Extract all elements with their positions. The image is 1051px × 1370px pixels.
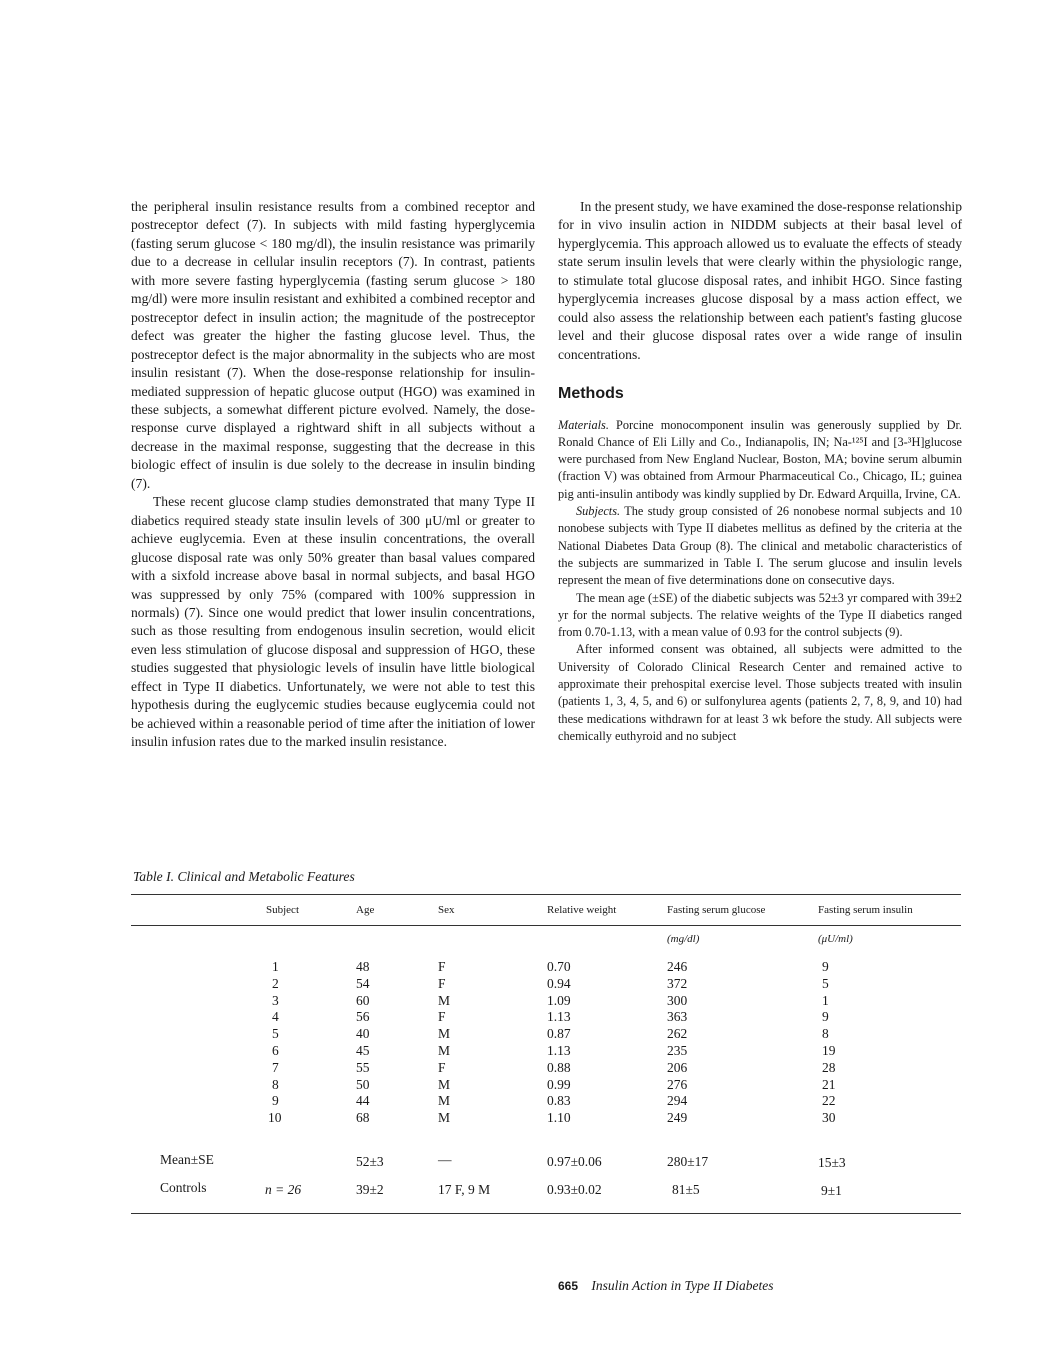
controls-label: Controls [160,1180,207,1195]
cell-sex: M [438,1110,451,1125]
cell-subject: 1 [272,959,279,974]
controls-sex: 17 F, 9 M [438,1182,491,1197]
cell-relative-weight: 1.13 [547,1009,571,1024]
cell-age: 68 [356,1110,370,1125]
controls-weight: 0.93±0.02 [547,1182,602,1197]
header-relative-weight: Relative weight [547,904,617,916]
cell-fasting-insulin: 19 [822,1043,836,1058]
cell-age: 54 [356,976,370,991]
cell-relative-weight: 1.09 [547,993,571,1008]
subjects-text: The study group consisted of 26 nonobese normal subjects and 10 nonobese subjects with Type II diabetes mellitus as defined by the criteria at the National Diabetes Data Group (8). The clinical and metabolic characteristics of the subjects are summarized in Table I. The serum glucose and insulin levels represent the mean of five determinations done on consecutive days. [558,504,962,588]
table-bottom-rule [131,1213,961,1214]
consent-paragraph: After informed consent was obtained, all subjects were admitted to the University of Colorado Clinical Research Center and remained active to approximate their prehospital exercise level. Those subjects treated with insulin (patients 1, 3, 4, 5, and 6) or sulfonylurea agents (patients 2, 7, 8, 9, and 10) had these medications withdrawn for at least 3 wk before the study. All subjects were chemically euthyroid and no subject [558,642,962,743]
cell-sex: M [438,1093,451,1108]
controls-glucose: 81±5 [672,1182,700,1197]
controls-insulin: 9±1 [821,1183,842,1198]
cell-fasting-insulin: 9 [822,1009,829,1024]
cell-subject: 10 [268,1110,282,1125]
cell-fasting-glucose: 372 [667,976,688,991]
cell-subject: 2 [272,976,279,991]
header-subject: Subject [266,904,299,916]
cell-age: 40 [356,1026,370,1041]
running-title: Insulin Action in Type II Diabetes [591,1278,774,1293]
subjects-label: Subjects. [576,504,621,519]
section-heading-methods: Methods [558,385,624,403]
cell-subject: 5 [272,1026,279,1041]
unit-glucose: (mg/dl) [667,933,700,945]
cell-fasting-glucose: 363 [667,1009,688,1024]
page-footer [558,1278,774,1294]
table-top-rule [131,894,961,895]
cell-fasting-insulin: 21 [822,1077,836,1092]
cell-fasting-insulin: 22 [822,1093,836,1108]
cell-relative-weight: 0.87 [547,1026,571,1041]
cell-fasting-insulin: 28 [822,1060,836,1075]
mean-label: Mean±SE [160,1152,214,1167]
controls-age: 39±2 [356,1182,384,1197]
cell-subject: 8 [272,1077,279,1092]
mean-sex: — [438,1152,452,1167]
cell-relative-weight: 1.10 [547,1110,571,1125]
cell-fasting-insulin: 9 [822,959,829,974]
cell-fasting-glucose: 276 [667,1077,688,1092]
header-age: Age [356,904,375,916]
cell-age: 60 [356,993,370,1008]
cell-subject: 9 [272,1093,279,1108]
cell-fasting-glucose: 249 [667,1110,688,1125]
cell-sex: F [438,1060,446,1075]
page-number: 665 [558,1279,579,1293]
cell-fasting-glucose: 300 [667,993,688,1008]
subjects-paragraph [558,503,962,589]
age-paragraph: The mean age (±SE) of the diabetic subjects was 52±3 yr compared with 39±2 yr for the normal subjects. The relative weights of the Type II diabetics ranged from 0.70-1.13, with a mean value of 0.93 for the control subjects (9). [558,590,962,640]
cell-sex: M [438,993,451,1008]
intro-paragraph: In the present study, we have examined the dose-response relationship for in vivo insulin action in NIDDM subjects at their basal level of hyperglycemia. This approach allowed us to evaluate the effects of steady state serum insulin levels that were clearly within the physiologic range, to stimulate total glucose disposal rates, and inhibit HGO. Since fasting hyperglycemia increases glucose disposal by a mass action effect, we could also assess the relationship between each patient's fasting glucose level and their glucose disposal rates over a wide range of insulin concentrations. [558,199,962,362]
table-caption: Table I. Clinical and Metabolic Features [133,869,355,884]
cell-age: 44 [356,1093,370,1108]
controls-n: n = 26 [265,1182,302,1197]
cell-age: 48 [356,959,370,974]
cell-relative-weight: 0.70 [547,959,571,974]
cell-fasting-insulin: 8 [822,1026,829,1041]
cell-subject: 7 [272,1060,279,1075]
methods-text [558,417,962,746]
cell-sex: F [438,976,446,991]
cell-relative-weight: 0.83 [547,1093,571,1108]
header-fasting-insulin: Fasting serum insulin [818,904,913,916]
left-column [131,198,535,752]
right-column [558,198,962,745]
mean-glucose: 280±17 [667,1154,709,1169]
cell-fasting-glucose: 294 [667,1093,688,1108]
cell-sex: M [438,1026,451,1041]
cell-age: 55 [356,1060,370,1075]
cell-fasting-insulin: 30 [822,1110,836,1125]
cell-age: 45 [356,1043,370,1058]
cell-fasting-insulin: 5 [822,976,829,991]
unit-insulin: (μU/ml) [818,933,853,945]
body-paragraph: the peripheral insulin resistance results from a combined receptor and postreceptor defect (7). In subjects with mild fasting hyperglycemia (fasting serum glucose < 180 mg/dl), the insulin resistance was primarily due to a decrease in cellular insulin receptors (7). In contrast, patients with more severe fasting hyperglycemia (fasting serum glucose > 180 mg/dl) were more insulin resistant and exhibited a combined receptor and postreceptor defect in insulin action; the magnitude of the postreceptor defect was greater the higher the fasting glucose level. Thus, the postreceptor defect is the major abnormality in the subjects who are most insulin resistant (7). When the dose-response relationship for insulin-mediated suppression of hepatic glucose output (HGO) was examined in these subjects, a somewhat different picture evolved. Namely, the dose-response curve displayed a rightward shift in all subjects without a decrease in the maximal response, suggesting that the decrease in this biologic effect of insulin is due solely to the decrease in insulin binding (7). [131,199,535,491]
cell-fasting-glucose: 246 [667,959,688,974]
mean-age: 52±3 [356,1154,384,1169]
cell-subject: 3 [272,993,279,1008]
mean-insulin: 15±3 [818,1155,846,1170]
cell-relative-weight: 0.94 [547,976,571,991]
cell-subject: 6 [272,1043,279,1058]
cell-fasting-glucose: 235 [667,1043,688,1058]
cell-sex: F [438,959,446,974]
mean-weight: 0.97±0.06 [547,1154,602,1169]
cell-age: 56 [356,1009,370,1024]
cell-fasting-glucose: 262 [667,1026,688,1041]
materials-paragraph [558,417,962,503]
cell-age: 50 [356,1077,370,1092]
cell-sex: M [438,1077,451,1092]
materials-text: Porcine monocomponent insulin was generously supplied by Dr. Ronald Chance of Eli Lilly and Co., Indianapolis, IN; Na-¹²⁵I and [3-³H]glucose were purchased from New England Nuclear, Boston, MA; bovine serum albumin (fraction V) was obtained from Armour Pharmaceutical Co., Chicago, IL; guinea pig anti-insulin antibody was kindly supplied by Dr. Edward Arquilla, Irvine, CA. [558,417,962,501]
cell-sex: F [438,1009,446,1024]
materials-label: Materials. [558,417,609,432]
cell-subject: 4 [272,1009,279,1024]
cell-relative-weight: 0.88 [547,1060,571,1075]
table-header-rule [131,925,961,926]
body-paragraph: These recent glucose clamp studies demonstrated that many Type II diabetics required steady state insulin levels of 300 μU/ml or greater to achieve euglycemia. Even at these insulin concentrations, the overall glucose disposal rate was only 50% greater than basal values compared with a sixfold increase above basal in normal subjects, and basal HGO was suppressed by only 75% (compared with 100% suppression in normals) (7). Since one would predict that lower insulin concentrations, such as those resulting from endogenous insulin secretion, would elicit even less stimulation of glucose disposal and suppression of HGO, these studies suggested that physiologic levels of insulin have little biological effect in Type II diabetics. Unfortunately, we were not able to test this hypothesis during the euglycemic studies because euglycemia could not be achieved within a reasonable period of time after the initiation of lower insulin infusion rates due to the marked insulin resistance. [131,494,535,750]
cell-relative-weight: 1.13 [547,1043,571,1058]
cell-fasting-glucose: 206 [667,1060,688,1075]
header-fasting-glucose: Fasting serum glucose [667,904,766,916]
cell-fasting-insulin: 1 [822,993,829,1008]
cell-sex: M [438,1043,451,1058]
header-sex: Sex [438,904,455,916]
cell-relative-weight: 0.99 [547,1077,571,1092]
